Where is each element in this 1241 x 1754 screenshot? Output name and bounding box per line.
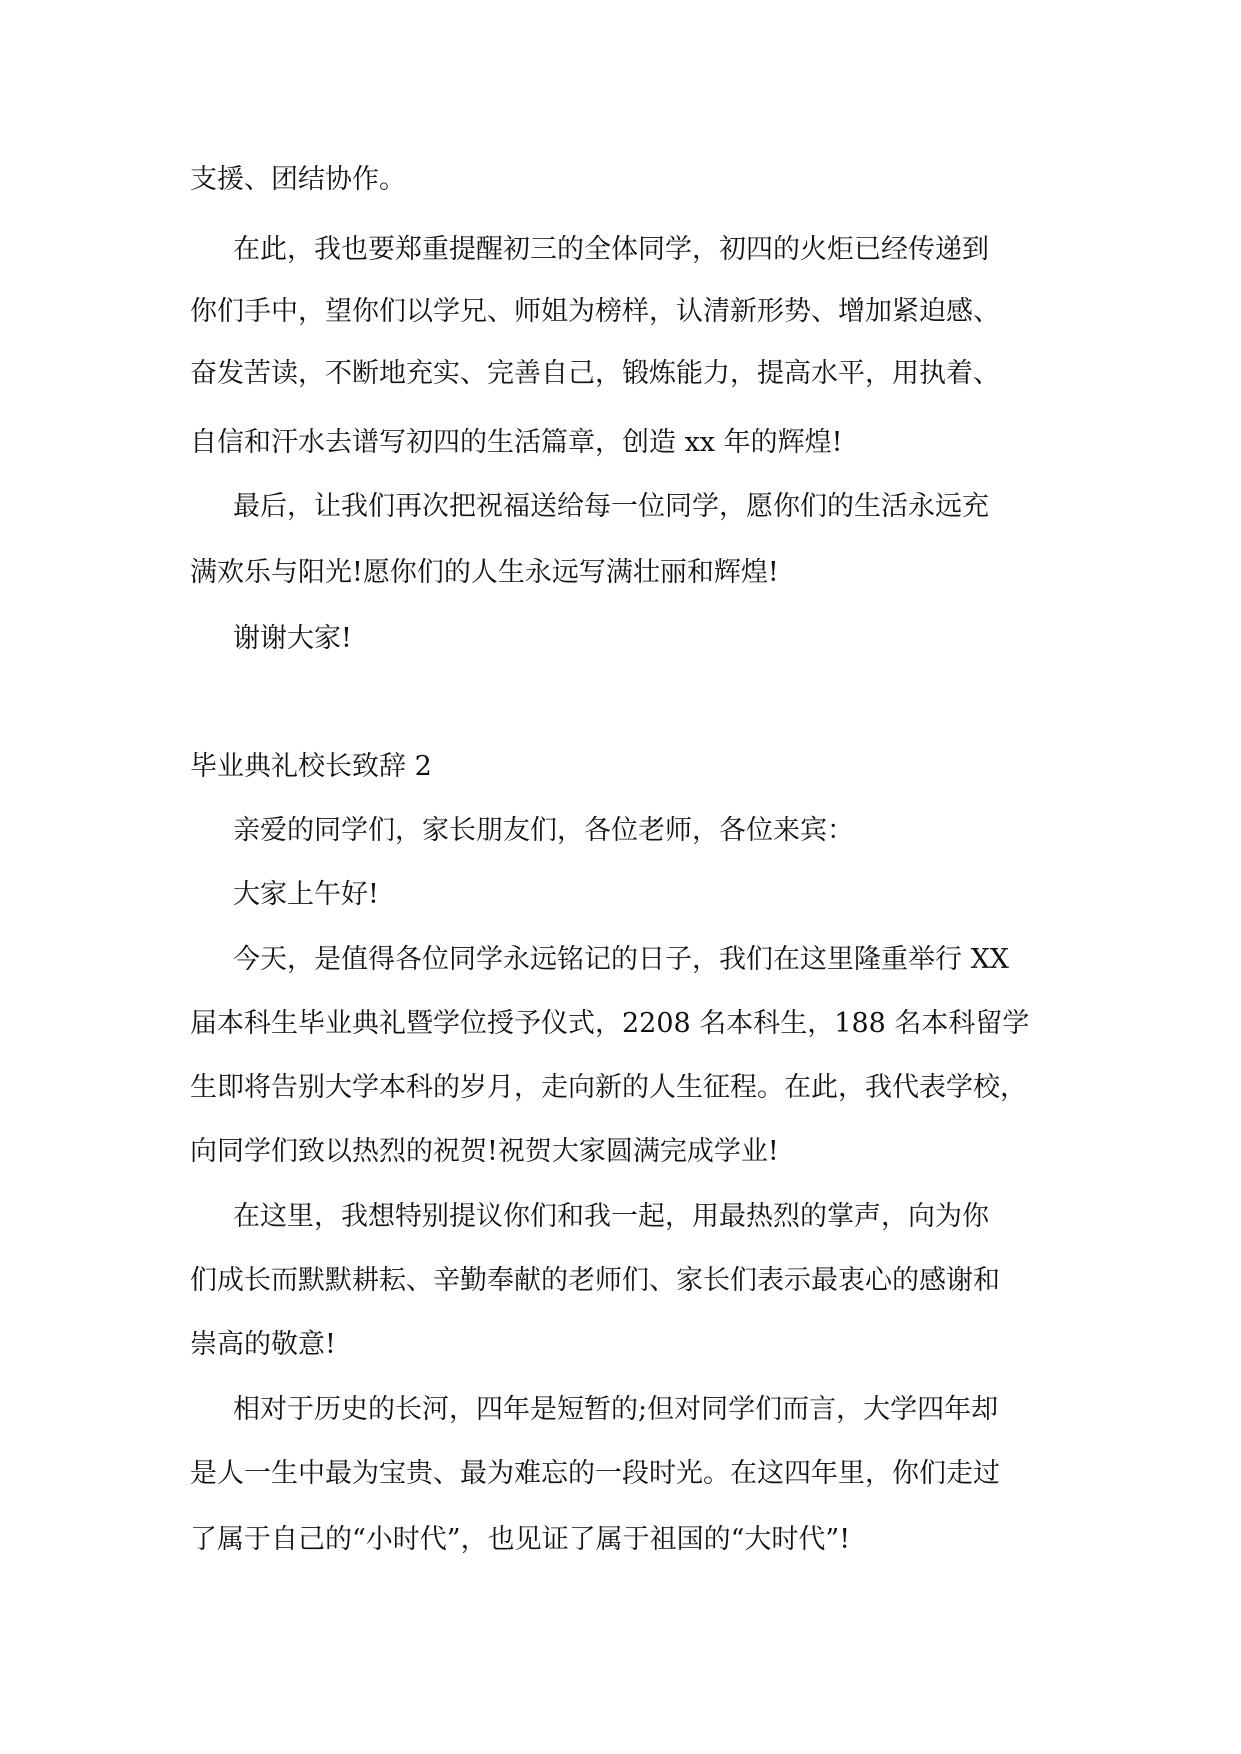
paragraph-line: 相对于历史的长河，四年是短暂的;但对同学们而言，大学四年却: [233, 1394, 999, 1425]
body-line: 向同学们致以热烈的祝贺!祝贺大家圆满完成学业!: [190, 1136, 779, 1167]
paragraph-line: 谢谢大家!: [233, 623, 352, 654]
body-line: 了属于自己的“小时代”，也见证了属于祖国的“大时代”!: [190, 1524, 851, 1555]
body-line: 是人一生中最为宝贵、最为难忘的一段时光。在这四年里，你们走过: [190, 1458, 1000, 1489]
body-line: 们成长而默默耕耘、辛勤奉献的老师们、家长们表示最衷心的感谢和: [190, 1265, 1000, 1296]
body-line: 奋发苦读，不断地充实、完善自己，锻炼能力，提高水平，用执着、: [190, 358, 1000, 389]
body-line: 支援、团结协作。: [190, 164, 406, 195]
body-line: 你们手中，望你们以学兄、师姐为榜样，认清新形势、增加紧迫感、: [190, 296, 1000, 327]
body-line: 崇高的敬意!: [190, 1329, 336, 1360]
paragraph-line: 最后，让我们再次把祝福送给每一位同学，愿你们的生活永远充: [233, 491, 989, 522]
section-heading: 毕业典礼校长致辞 2: [190, 751, 432, 782]
body-line: 生即将告别大学本科的岁月，走向新的人生征程。在此，我代表学校，: [190, 1072, 1027, 1103]
paragraph-line: 今天，是值得各位同学永远铭记的日子，我们在这里隆重举行 XX: [233, 944, 1010, 975]
greeting-line: 大家上午好!: [233, 879, 379, 910]
body-line: 届本科生毕业典礼暨学位授予仪式，2208 名本科生，188 名本科留学: [190, 1008, 1030, 1039]
paragraph-line: 在此，我也要郑重提醒初三的全体同学，初四的火炬已经传递到: [233, 234, 989, 265]
salutation-line: 亲爱的同学们，家长朋友们，各位老师，各位来宾：: [233, 815, 854, 846]
paragraph-line: 在这里，我想特别提议你们和我一起，用最热烈的掌声，向为你: [233, 1201, 989, 1232]
body-line: 自信和汗水去谱写初四的生活篇章，创造 xx 年的辉煌!: [190, 427, 843, 458]
body-line: 满欢乐与阳光!愿你们的人生永远写满壮丽和辉煌!: [190, 557, 779, 588]
